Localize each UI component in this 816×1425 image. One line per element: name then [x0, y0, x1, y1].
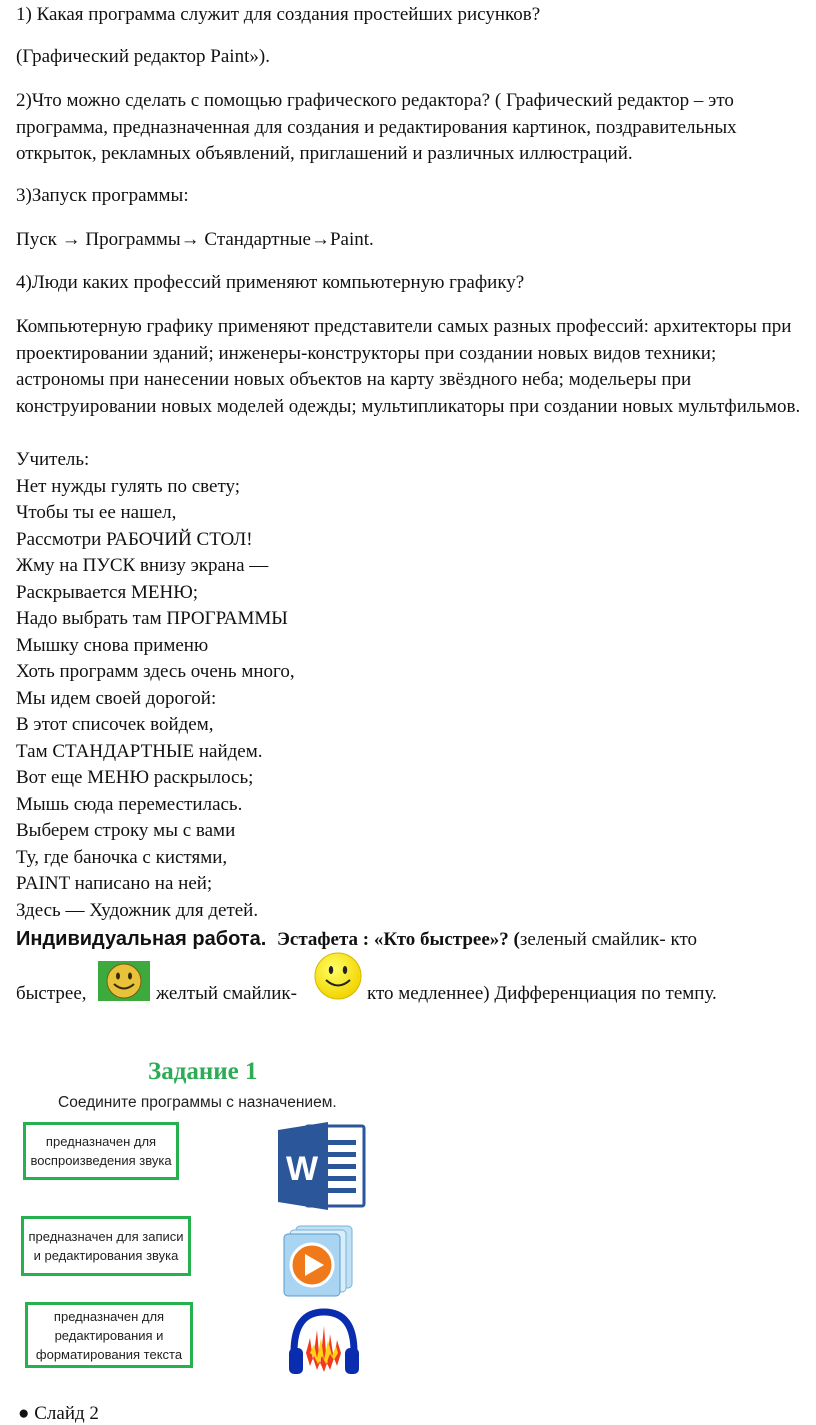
poem-line: Нет нужды гулять по свету; [16, 475, 241, 497]
poem-line: Выберем строку мы с вами [16, 820, 236, 841]
task-subtitle: Соедините программы с назначением. [58, 1094, 337, 1111]
relay-title: Эстафета : «Кто быстрее»? ( [277, 929, 520, 950]
smiley-line-text-c: кто медленнее) Дифференциация по темпу. [367, 983, 717, 1004]
individual-work-line [16, 926, 806, 953]
poem-line: Мышку снова применю [16, 634, 209, 656]
poem-line: Надо выбрать там ПРОГРАММЫ [16, 608, 288, 629]
word-icon[interactable] [276, 1120, 366, 1212]
poem-line: Ту, где баночка с кистями, [16, 846, 228, 868]
poem-line: Вот еще МЕНЮ раскрылось; [16, 767, 254, 788]
question-1: 1) Какая программа служит для создания простейших рисунков? [16, 4, 541, 25]
poem-line: Раскрывается МЕНЮ; [16, 581, 199, 603]
green-smiley-note: зеленый смайлик- кто [519, 929, 697, 950]
svg-text:W: W [285, 1150, 319, 1188]
smiley-line-c [367, 981, 806, 1007]
green-smiley-icon [98, 961, 150, 1001]
poem-line: Чтобы ты ее нашел, [16, 502, 177, 523]
question-3: 3)Запуск программы: [16, 185, 189, 206]
poem-line: Хоть программ здесь очень много, [16, 661, 295, 682]
task-box-text-editing[interactable]: предназначен для редактирования и форматирования текста [25, 1302, 193, 1368]
smiley-line-text-b: желтый смайлик- [156, 983, 297, 1004]
answer-4-paragraph: Компьютерную графику применяют представители самых разных профессий: архитекторы при проектировании зданий; инженеры-конструкторы при создании новых видов техники; астрономы при нанесении новых объектов на карту звёздного неба; модельеры при конструировании новых моделей одежды; мультипликаторы при создании новых мультфильмов. [16, 316, 801, 417]
task-title: Задание 1 [148, 1058, 258, 1085]
next-slide-bullet: ● Слайд 2 [18, 1403, 99, 1424]
poem-line: Жму на ПУСК внизу экрана — [16, 555, 269, 576]
poem-line: Мы идем своей дорогой: [16, 687, 217, 709]
smiley-line-text-a: быстрее, [16, 983, 87, 1004]
answer-1: (Графический редактор Paint»). [16, 46, 270, 67]
poem [16, 447, 806, 924]
media-player-icon[interactable] [282, 1224, 358, 1298]
poem-line: PAINT написано на ней; [16, 873, 213, 894]
poem-line: Мышь сюда переместилась. [16, 793, 243, 815]
question-2-paragraph: 2)Что можно сделать с помощью графического редактора? ( Графический редактор – это программа, предназначенная для создания и редактирования картинок, поздравительных открыток, рекламных объявлений, приглашений и различных иллюстраций. [16, 90, 737, 164]
poem-line: В этот списочек войдем, [16, 714, 214, 735]
task-box-playback[interactable]: предназначен для воспроизведения звука [23, 1122, 179, 1180]
yellow-smiley-icon [313, 951, 363, 1001]
individual-work-heading: Индивидуальная работа. [16, 928, 267, 950]
poem-line: Учитель: [16, 449, 90, 470]
poem-line: Здесь — Художник для детей. [16, 899, 259, 921]
audio-editor-icon[interactable] [286, 1308, 362, 1378]
task-box-recording[interactable]: предназначен для записи и редактирования звука [21, 1216, 191, 1276]
poem-line: Там СТАНДАРТНЫЕ найдем. [16, 740, 263, 762]
poem-line: Рассмотри РАБОЧИЙ СТОЛ! [16, 528, 253, 550]
question-4: 4)Люди каких профессий применяют компьютерную графику? [16, 272, 525, 293]
answer-3: Пуск → Программы→ Стандартные→Paint. [16, 229, 374, 250]
